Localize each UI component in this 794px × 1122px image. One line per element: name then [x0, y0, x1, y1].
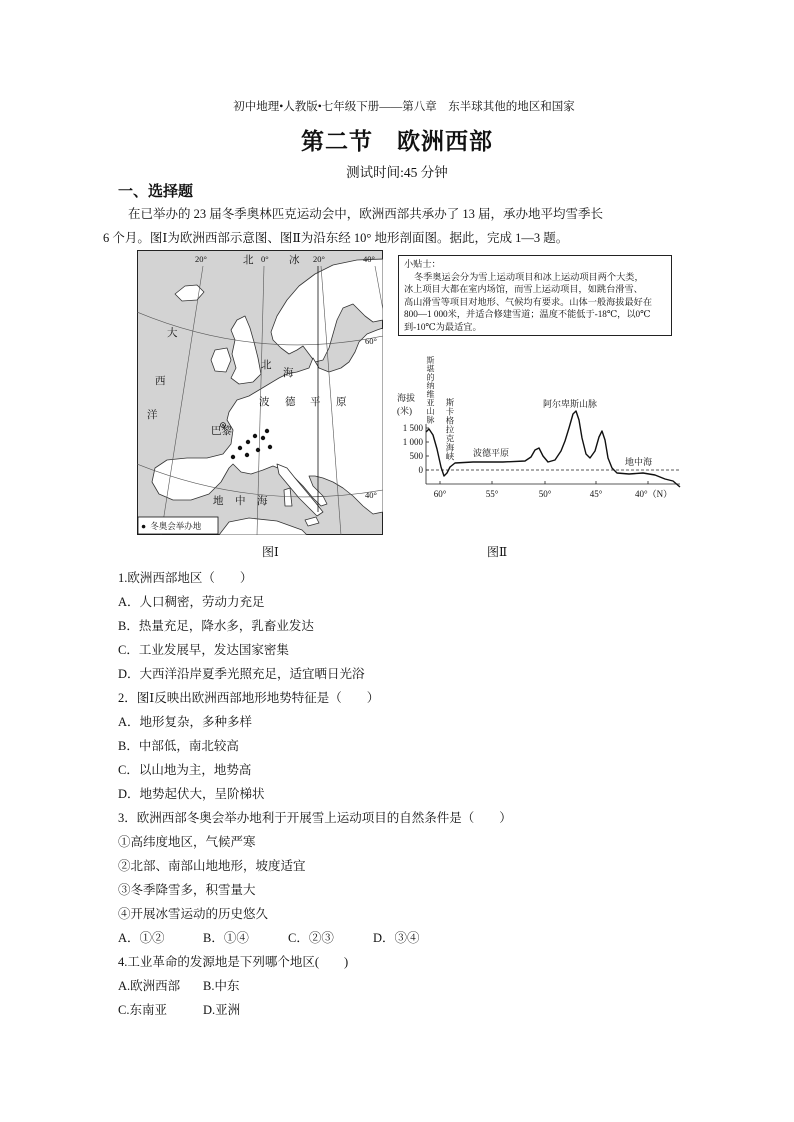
- y-axis-title-line1: 海拔: [397, 393, 416, 403]
- answer-option: A．①②: [118, 931, 165, 945]
- label-plain: 波德平原: [473, 448, 510, 458]
- intro-line-1: 在已举办的 23 届冬季奥林匹克运动会中，欧洲西部共承办了 13 届，承办地平均雪季长: [128, 207, 604, 221]
- x-tick-label: 60°: [433, 489, 447, 499]
- label-top-20w: 20°: [195, 254, 207, 264]
- answer-option: B．中部低，南北较高: [118, 739, 239, 753]
- tip-line: 800—1 000米，并适合修建雪道；温度不能低于-18℃，以0℃: [404, 309, 651, 319]
- section-heading: 一、选择题: [118, 184, 194, 200]
- profile-line: [426, 411, 680, 487]
- label-top-bing: 冰: [289, 255, 300, 266]
- label-top-20e: 20°: [313, 254, 325, 264]
- label-lat-60: 60°: [365, 336, 377, 346]
- condition-statement: ②北部、南部山地地形，坡度适宜: [118, 859, 306, 873]
- label-plain-de: 德: [285, 397, 296, 408]
- label-lat-40: 40°: [365, 490, 377, 500]
- condition-statement: ④开展冰雪运动的历史悠久: [118, 907, 269, 921]
- tip-line: 到-10℃为最适宜。: [404, 321, 482, 332]
- question-stem: 2．图Ⅰ反映出欧洲西部地形地势特征是（ ）: [118, 691, 380, 705]
- answer-option: D．地势起伏大，呈阶梯状: [118, 787, 265, 801]
- label-paris: 巴黎: [211, 426, 232, 437]
- condition-statement: ③冬季降雪多，积雪量大: [118, 883, 256, 897]
- intro-line-2: 6 个月。图Ⅰ为欧洲西部示意图、图Ⅱ为沿东经 10° 地形剖面图。据此，完成 1—3 题。: [103, 231, 569, 245]
- tip-title: 小贴士：: [404, 259, 441, 269]
- label-med-zhong: 中: [235, 496, 246, 507]
- europe-map: [137, 250, 383, 535]
- y-axis-title-line2: (米): [397, 406, 412, 416]
- y-tick-label: 1 500: [402, 423, 423, 433]
- label-atlantic-yang: 洋: [147, 410, 158, 421]
- answer-option: B．热量充足，降水多，乳畜业发达: [118, 619, 314, 633]
- answer-option: B．①④: [203, 931, 249, 945]
- answer-option: D.亚洲: [203, 1003, 241, 1017]
- label-northsea-hai: 海: [283, 368, 294, 379]
- x-tick-label: 45°: [589, 489, 603, 499]
- label-atlantic-da: 大: [167, 328, 178, 339]
- label-alps: 阿尔卑斯山脉: [543, 399, 598, 409]
- label-atlantic-xi: 西: [155, 376, 166, 387]
- label-top-0: 0°: [261, 254, 269, 264]
- answer-option: A．地形复杂，多种多样: [118, 715, 253, 729]
- tip-line: 冰上项目大都在室内场馆，而雪上运动项目，如跳台滑雪、: [404, 284, 643, 294]
- y-tick-label: 1 000: [402, 437, 423, 447]
- legend-dot-icon: ●: [141, 521, 147, 531]
- tip-line: 冬季奥运会分为雪上运动项目和冰上运动项目两个大类，: [414, 271, 644, 282]
- answer-option: C．②③: [288, 931, 334, 945]
- label-skagerrak: 斯卡格拉克海峡: [445, 398, 455, 461]
- x-tick-label: 40°（N）: [635, 489, 673, 499]
- profile-x-ticks: [440, 481, 648, 484]
- answer-option: C．工业发展早，发达国家密集: [118, 643, 289, 657]
- figure1-caption: 图Ⅰ: [262, 545, 279, 559]
- label-plain-bo: 波: [259, 397, 270, 408]
- answer-options-row: [118, 926, 512, 950]
- figure2-caption: 图Ⅱ: [487, 545, 508, 559]
- question-list: [118, 566, 512, 1022]
- profile-drawing: [393, 340, 683, 505]
- answer-options-row: [118, 998, 512, 1022]
- label-med-hai: 海: [257, 496, 268, 507]
- page-title: 第二节 欧洲西部: [301, 129, 493, 154]
- answer-option: A．人口稠密，劳动力充足: [118, 595, 265, 609]
- y-tick-label: 0: [418, 465, 423, 475]
- terrain-profile: [393, 340, 683, 505]
- label-plain-yuan: 原: [336, 397, 347, 408]
- question-stem: 1.欧洲西部地区（ ）: [118, 571, 253, 585]
- tip-box: [398, 255, 672, 336]
- answer-options-row: [118, 974, 512, 998]
- test-duration: 测试时间:45 分钟: [346, 165, 448, 180]
- profile-y-ticks: [426, 428, 429, 470]
- condition-statement: ①高纬度地区，气候严寒: [118, 835, 256, 849]
- answer-option: A.欧洲西部: [118, 979, 181, 993]
- answer-option: B.中东: [203, 979, 240, 993]
- question-stem: 4.工业革命的发源地是下列哪个地区( ): [118, 955, 349, 969]
- breadcrumb: 初中地理•人教版•七年级下册——第八章 东半球其他的地区和国家: [233, 101, 575, 113]
- label-top-40e: 40°: [363, 254, 375, 264]
- tip-line: 高山滑雪等项目对地形、气候均有要求。山体一般海拔最好在: [404, 296, 653, 307]
- label-scandinavian-mountains: 斯堪的纳维亚山脉: [426, 356, 435, 424]
- answer-option: C．以山地为主，地势高: [118, 763, 252, 777]
- label-med-di: 地: [213, 496, 224, 507]
- svg-text:● 冬奥会举办地: [141, 521, 202, 531]
- legend-label: 冬奥会举办地: [150, 521, 202, 531]
- answer-option: C.东南亚: [118, 1003, 167, 1017]
- x-tick-label: 50°: [538, 489, 552, 499]
- question-stem: 3．欧洲西部冬奥会举办地利于开展雪上运动项目的自然条件是（ ）: [118, 811, 512, 825]
- y-tick-label: 500: [409, 451, 423, 461]
- label-northsea-bei: 北: [261, 360, 272, 371]
- label-top-bei: 北: [243, 255, 254, 266]
- label-plain-ping: 平: [310, 397, 321, 408]
- answer-option: D．大西洋沿岸夏季光照充足，适宜晒日光浴: [118, 667, 365, 681]
- label-mediterranean: 地中海: [625, 457, 653, 467]
- answer-option: D．③④: [373, 931, 420, 945]
- x-tick-label: 55°: [485, 489, 499, 499]
- map-legend: [138, 517, 218, 534]
